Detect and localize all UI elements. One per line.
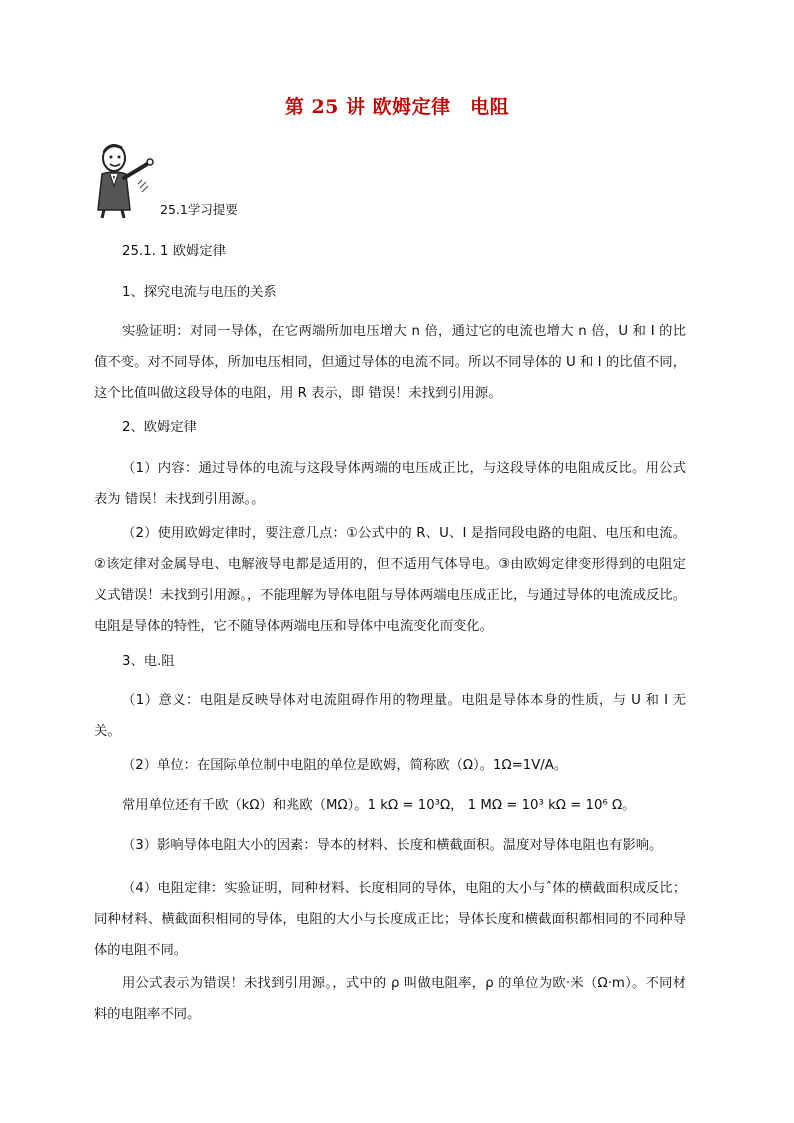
paragraph-resistance-law: （4）电阻定律：实验证明，同种材料、长度相同的导体，电阻的大小与ˆ体的横截面积成反比；同种材料、横截面积相同的导体，电阻的大小与长度成正比；导体长度和横截面积都相同的不同种导体的电阻不同。 xyxy=(94,881,686,958)
teacher-pointing-illustration xyxy=(92,140,162,220)
paragraph-meaning: （1）意义：电阻是反映导体对电流阻碍作用的物理量。电阻是导体本身的性质，与 U 和 I 无关。 xyxy=(94,693,686,739)
item-heading-2: 2、欧姆定律 xyxy=(122,420,197,435)
section-heading: 25.1学习提要 xyxy=(160,202,238,217)
paragraph-content: （1）内容：通过导体的电流与这段导体两端的电压成正比，与这段导体的电阻成反比。用公式表为 错误！未找到引用源。。 xyxy=(94,461,686,507)
paragraph-experiment: 实验证明：对同一导体，在它两端所加电压增大 n 倍，通过它的电流也增大 n 倍，U 和 I 的比值不变。对不同导体，所加电压相同，但通过导体的电流不同。所以不同导体的 U 和 I 的比值不同，这个比值叫做这段导体的电阻，用 R 表示，即 错误！未找到引用源。 xyxy=(94,324,686,401)
paragraph-unit: （2）单位：在国际单位制中电阻的单位是欧姆，简称欧（Ω）。1Ω=1V/A。 xyxy=(122,758,568,773)
paragraph-common-units: 常用单位还有千欧（kΩ）和兆欧（MΩ）。1 kΩ = 10³Ω， 1 MΩ = 10³ kΩ = 10⁶ Ω。 xyxy=(122,798,636,813)
paragraph-notes: （2）使用欧姆定律时，要注意几点：①公式中的 R、U、I 是指同段电路的电阻、电压和电流。②该定律对金属导电、电解液导电都是适用的，但不适用气体导电。③由欧姆定律变形得到的电阻定义式错误！未找到引用源。，不能理解为导体电阻与导体两端电压成正比，与通过导体的电流成反比。电阻是导体的特性，它不随导体两端电压和导体中电流变化而变化。 xyxy=(94,526,686,634)
page-title: 第 25 讲 欧姆定律 电阻 xyxy=(284,96,510,118)
paragraph-formula: 用公式表示为错误！未找到引用源。，式中的 ρ 叫做电阻率，ρ 的单位为欧·米（Ω·m）。不同材料的电阻率不同。 xyxy=(94,976,686,1022)
subsection-heading: 25.1. 1 欧姆定律 xyxy=(122,244,226,259)
item-heading-3: 3、电.阻 xyxy=(122,654,175,669)
item-heading-1: 1、探究电流与电压的关系 xyxy=(122,285,277,300)
paragraph-factors: （3）影响导体电阻大小的因素：导本的材料、长度和横截面积。温度对导体电阻也有影响。 xyxy=(122,838,663,853)
